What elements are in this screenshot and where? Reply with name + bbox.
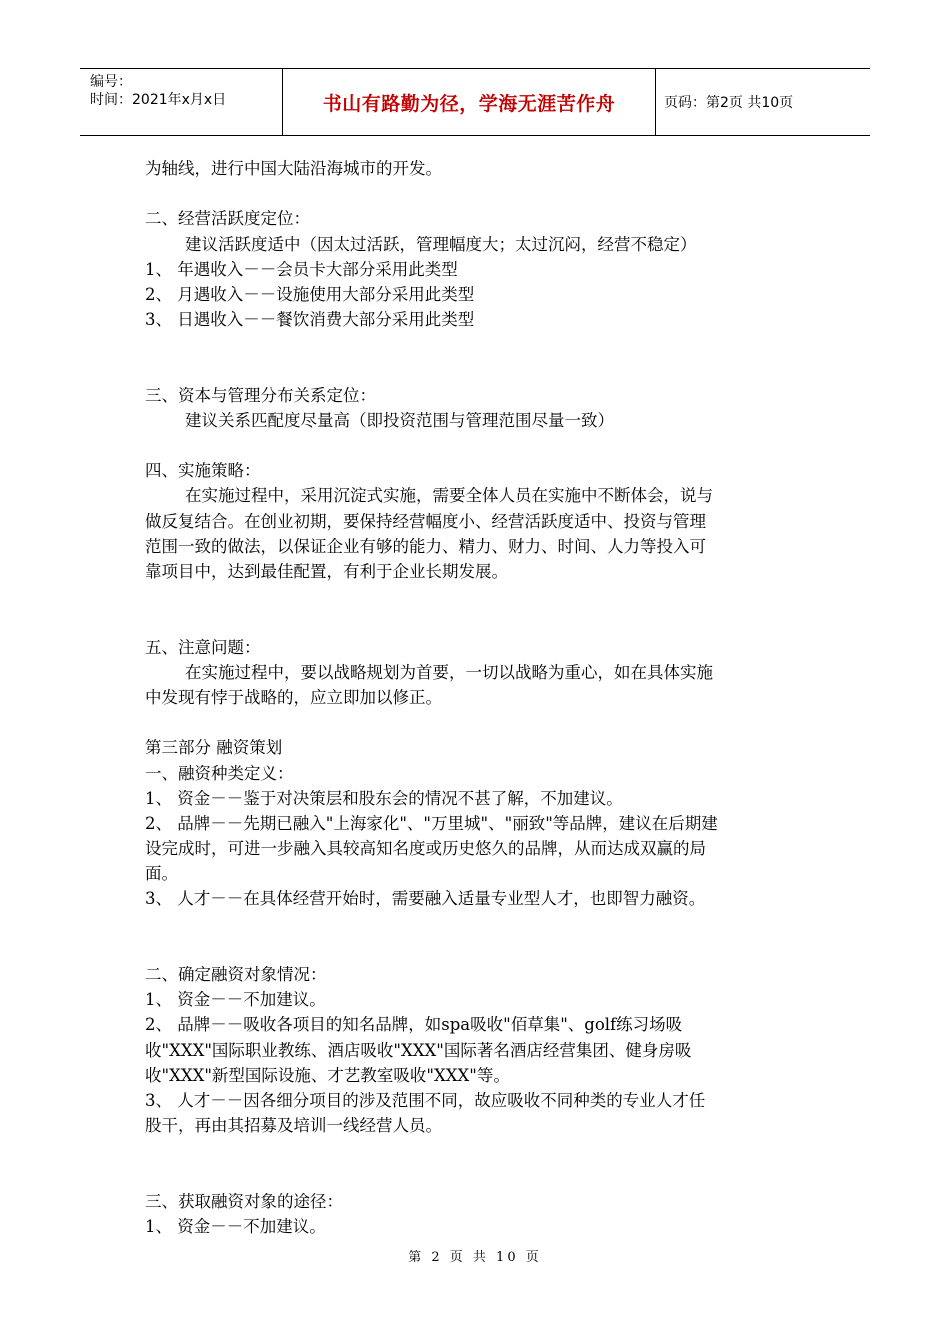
paragraph-line: 收"XXX"新型国际设施、才艺教室吸收"XXX"等。 (145, 1065, 510, 1085)
paragraph-line: 为轴线，进行中国大陆沿海城市的开发。 (145, 159, 442, 178)
paragraph-line: 收"XXX"国际职业教练、酒店吸收"XXX"国际著名酒店经营集团、健身房吸 (145, 1040, 692, 1060)
section-heading: 一、融资种类定义： (145, 763, 294, 783)
paragraph-line: 股干，再由其招募及培训一线经营人员。 (145, 1116, 442, 1136)
paragraph-line: 在实施过程中，要以战略规划为首要，一切以战略为重心，如在具体实施 (185, 662, 713, 682)
paragraph-line: 靠项目中，达到最佳配置，有利于企业长期发展。 (145, 562, 508, 581)
list-item: 1、 资金－－不加建议。 (145, 990, 326, 1010)
paragraph-line: 中发现有悖于战略的，应立即加以修正。 (145, 687, 442, 707)
paragraph-line: 建议活跃度适中（因太过活跃，管理幅度大；太过沉闷，经营不稳定） (185, 234, 697, 254)
list-item: 1、 资金－－鉴于对决策层和股东会的情况不甚了解，不加建议。 (145, 788, 623, 808)
document-body (145, 156, 810, 1239)
page-header (80, 68, 870, 136)
page-footer: 第 2 页 共 10 页 (408, 1250, 542, 1265)
section-heading: 二、经营活跃度定位： (145, 209, 310, 229)
list-item: 1、 年遇收入－－会员卡大部分采用此类型 (145, 259, 458, 279)
paragraph-line: 设完成时，可进一步融入具较高知名度或历史悠久的品牌，从而达成双赢的局 (145, 839, 706, 859)
paragraph-line: 面。 (145, 864, 178, 884)
header-motto-cell (282, 69, 656, 135)
list-item: 2、 月遇收入－－设施使用大部分采用此类型 (145, 284, 475, 304)
paragraph-line: 范围一致的做法，以保证企业有够的能力、精力、财力、时间、人力等投入可 (145, 536, 706, 556)
header-left-cell (80, 69, 282, 135)
section-heading: 二、确定融资对象情况： (145, 965, 327, 984)
list-item: 1、 资金－－不加建议。 (145, 1216, 326, 1236)
header-page-info: 页码：第2页 共10页 (664, 95, 794, 111)
paragraph-line: 在实施过程中，采用沉淀式实施，需要全体人员在实施中不断体会，说与 (185, 486, 713, 506)
list-item: 3、 日遇收入－－餐饮消费大部分采用此类型 (145, 310, 475, 330)
list-item: 3、 人才－－因各细分项目的涉及范围不同，故应吸收不同种类的专业人才任 (145, 1090, 706, 1110)
document-date: 时间：2021年x月x日 (90, 92, 227, 108)
paragraph-line: 建议关系匹配度尽量高（即投资范围与管理范围尽量一致） (185, 410, 614, 430)
section-heading: 四、实施策略： (145, 461, 261, 481)
list-item: 2、 品牌－－先期已融入"上海家化"、"万里城"、"丽致"等品牌，建议在后期建 (145, 813, 718, 833)
paragraph-line: 做反复结合。在创业初期，要保持经营幅度小、经营活跃度适中、投资与管理 (145, 511, 706, 531)
section-heading: 五、注意问题： (145, 637, 261, 657)
section-heading: 三、资本与管理分布关系定位： (145, 385, 376, 405)
part-heading: 第三部分 融资策划 (145, 738, 283, 758)
section-heading: 三、获取融资对象的途径： (145, 1191, 343, 1211)
header-motto: 书山有路勤为径，学海无涯苦作舟 (322, 92, 616, 115)
list-item: 2、 品牌－－吸收各项目的知名品牌，如spa吸收"佰草集"、golf练习场吸 (145, 1015, 683, 1035)
list-item: 3、 人才－－在具体经营开始时，需要融入适量专业型人才，也即智力融资。 (145, 889, 706, 909)
header-page-cell (655, 69, 870, 135)
document-number-label: 编号： (90, 74, 132, 90)
